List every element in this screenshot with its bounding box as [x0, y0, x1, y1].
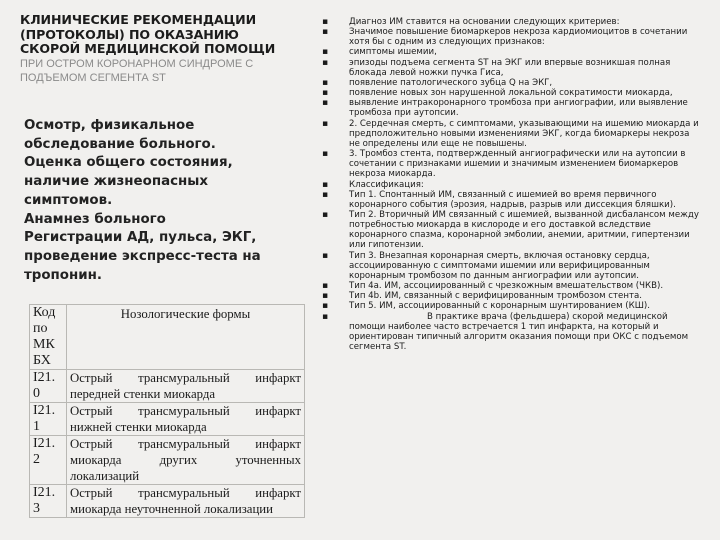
exam-step: Анамнез больного	[24, 211, 166, 227]
form-line: миокарда других уточненных	[70, 453, 301, 467]
form-line: Острый трансмуральный инфаркт	[70, 404, 301, 418]
list-item-text: Тип 3. Внезапная коронарная смерть, включая остановку сердца, ассоциированную с симптомами ишемии или верифицированным коронарным тромбозом по данным ангиографии или аутопсии.	[349, 250, 650, 281]
list-item-text: 2. Сердечная смерть, с симптомами, указывающими на ишемию миокарда и предположительно новыми изменениями ЭКГ, когда биомаркеры некроза не определены или еще не повышены.	[349, 118, 699, 149]
row-form	[67, 436, 305, 485]
list-item-text: Тип 5. ИМ, ассоциированный с коронарным шунтированием (КШ).	[349, 301, 651, 312]
page-subtitle: ПРИ ОСТРОМ КОРОНАРНОМ СИНДРОМЕ С ПОДЪЕМОМ СЕГМЕНТА ST	[20, 58, 254, 84]
bullet-icon: ▪	[321, 88, 329, 99]
page-title: КЛИНИЧЕСКИЕ РЕКОМЕНДАЦИИ (ПРОТОКОЛЫ) ПО ОКАЗАНИЮ СКОРОЙ МЕДИЦИНСКОЙ ПОМОЩИ	[20, 12, 276, 57]
bullet-icon: ▪	[321, 311, 329, 322]
form-line: Острый трансмуральный инфаркт	[70, 437, 301, 451]
list-item-text: Тип 4b. ИМ, связанный с верифицированным тромбозом стента.	[349, 291, 642, 302]
table-row	[30, 403, 305, 436]
bullet-icon: ▪	[321, 189, 329, 200]
list-item	[320, 301, 700, 311]
list-item-text: Тип 4а. ИМ, ассоциированный с чрезкожным вмешательством (ЧКВ).	[349, 281, 664, 292]
list-item	[320, 251, 700, 281]
list-item	[320, 291, 700, 301]
bullet-icon: ▪	[321, 179, 329, 190]
row-code: I21. 3	[30, 485, 67, 518]
list-item-text: Значимое повышение биомаркеров некроза кардиомиоцитов в сочетании хотя бы с одним из следующих признаков:	[349, 27, 688, 48]
bullet-icon: ▪	[321, 77, 329, 88]
table-row	[30, 485, 305, 518]
bullet-icon: ▪	[321, 209, 329, 220]
row-form	[67, 370, 305, 403]
bullet-icon: ▪	[321, 118, 329, 129]
examination-steps	[24, 117, 284, 285]
list-item	[320, 78, 700, 88]
list-item	[320, 88, 700, 98]
row-code: I21. 0	[30, 370, 67, 403]
row-form	[67, 403, 305, 436]
list-item	[320, 58, 700, 78]
list-item-text: эпизоды подъема сегмента ST на ЭКГ или впервые возникшая полная блокада левой ножки пучка Гиса,	[349, 57, 671, 78]
list-item	[320, 190, 700, 210]
icd-code-table	[29, 304, 305, 518]
list-item	[320, 47, 700, 57]
row-code: I21. 2	[30, 436, 67, 485]
list-item	[320, 27, 700, 47]
list-item	[320, 312, 700, 353]
list-item	[320, 149, 700, 179]
bullet-icon: ▪	[321, 281, 329, 292]
form-line: нижней стенки миокарда	[70, 420, 207, 434]
bullet-icon: ▪	[321, 17, 329, 27]
list-item-text: Тип 2. Вторичный ИМ связанный с ишемией, вызванной дисбалансом между потребностью миокарда в кислороде и его доставкой вследствие коронарного спазма, коронарной эмболии, анемии, аритмии, гипертензии или гипотензии.	[349, 209, 699, 251]
table-row	[30, 370, 305, 403]
list-item-text: Диагноз ИМ ставится на основании следующих критериев:	[349, 17, 620, 27]
list-item-text: Тип 1. Спонтанный ИМ, связанный с ишемией во время первичного коронарного события (эрозия, надрыв, разрыв или диссекция бляшки).	[349, 189, 676, 210]
list-item-text: появление патологического зубца Q на ЭКГ,	[349, 77, 553, 88]
list-item-text: Классификация:	[349, 179, 424, 190]
table-row	[30, 436, 305, 485]
bullet-icon: ▪	[321, 301, 329, 312]
criteria-list	[320, 17, 700, 352]
bullet-icon: ▪	[321, 291, 329, 302]
list-item	[320, 98, 700, 118]
table-header-row	[30, 305, 305, 370]
row-code: I21. 1	[30, 403, 67, 436]
list-item-text: 3. Тромбоз стента, подтвержденный ангиографически или на аутопсии в сочетании с признаками ишемии и значимым изменением биомаркеров некроза миокарда.	[349, 149, 686, 180]
header-code: Код по МК БХ	[30, 305, 67, 370]
list-item	[320, 180, 700, 190]
exam-step: Оценка общего состояния, наличие жизнеопасных симптомов.	[24, 155, 233, 208]
form-line: Острый трансмуральный инфаркт	[70, 371, 301, 385]
list-item-text: появление новых зон нарушенной локальной сократимости миокарда,	[349, 88, 673, 99]
bullet-icon: ▪	[321, 47, 329, 58]
form-line: локализаций	[70, 469, 140, 483]
form-line: Острый трансмуральный инфаркт	[70, 486, 301, 500]
list-item-text: В практике врача (фельдшера) скорой медицинской помощи наиболее часто встречается 1 тип инфаркта, на который и ориентирован типичный алгоритм оказания помощи при ОКС с подъемом сегмента ST.	[349, 311, 689, 352]
list-item	[320, 281, 700, 291]
list-item-text: выявление интракоронарного тромбоза при ангиографии, или выявление тромбоза при аутопсии.	[349, 98, 688, 119]
bullet-icon: ▪	[321, 98, 329, 109]
exam-step: Регистрации АД, пульса, ЭКГ, проведение экспресс-теста на тропонин.	[24, 230, 261, 283]
exam-step: Осмотр, физикальное обследование больного.	[24, 118, 216, 152]
form-line: передней стенки миокарда	[70, 387, 216, 401]
bullet-icon: ▪	[321, 57, 329, 68]
list-item	[320, 210, 700, 251]
row-form	[67, 485, 305, 518]
form-line: миокарда неуточненной локализации	[70, 502, 273, 516]
bullet-icon: ▪	[321, 27, 329, 38]
list-item-text: симптомы ишемии,	[349, 47, 437, 58]
bullet-icon: ▪	[321, 149, 329, 160]
bullet-icon: ▪	[321, 250, 329, 261]
header-form: Нозологические формы	[67, 305, 305, 370]
list-item	[320, 17, 700, 27]
list-item	[320, 119, 700, 149]
